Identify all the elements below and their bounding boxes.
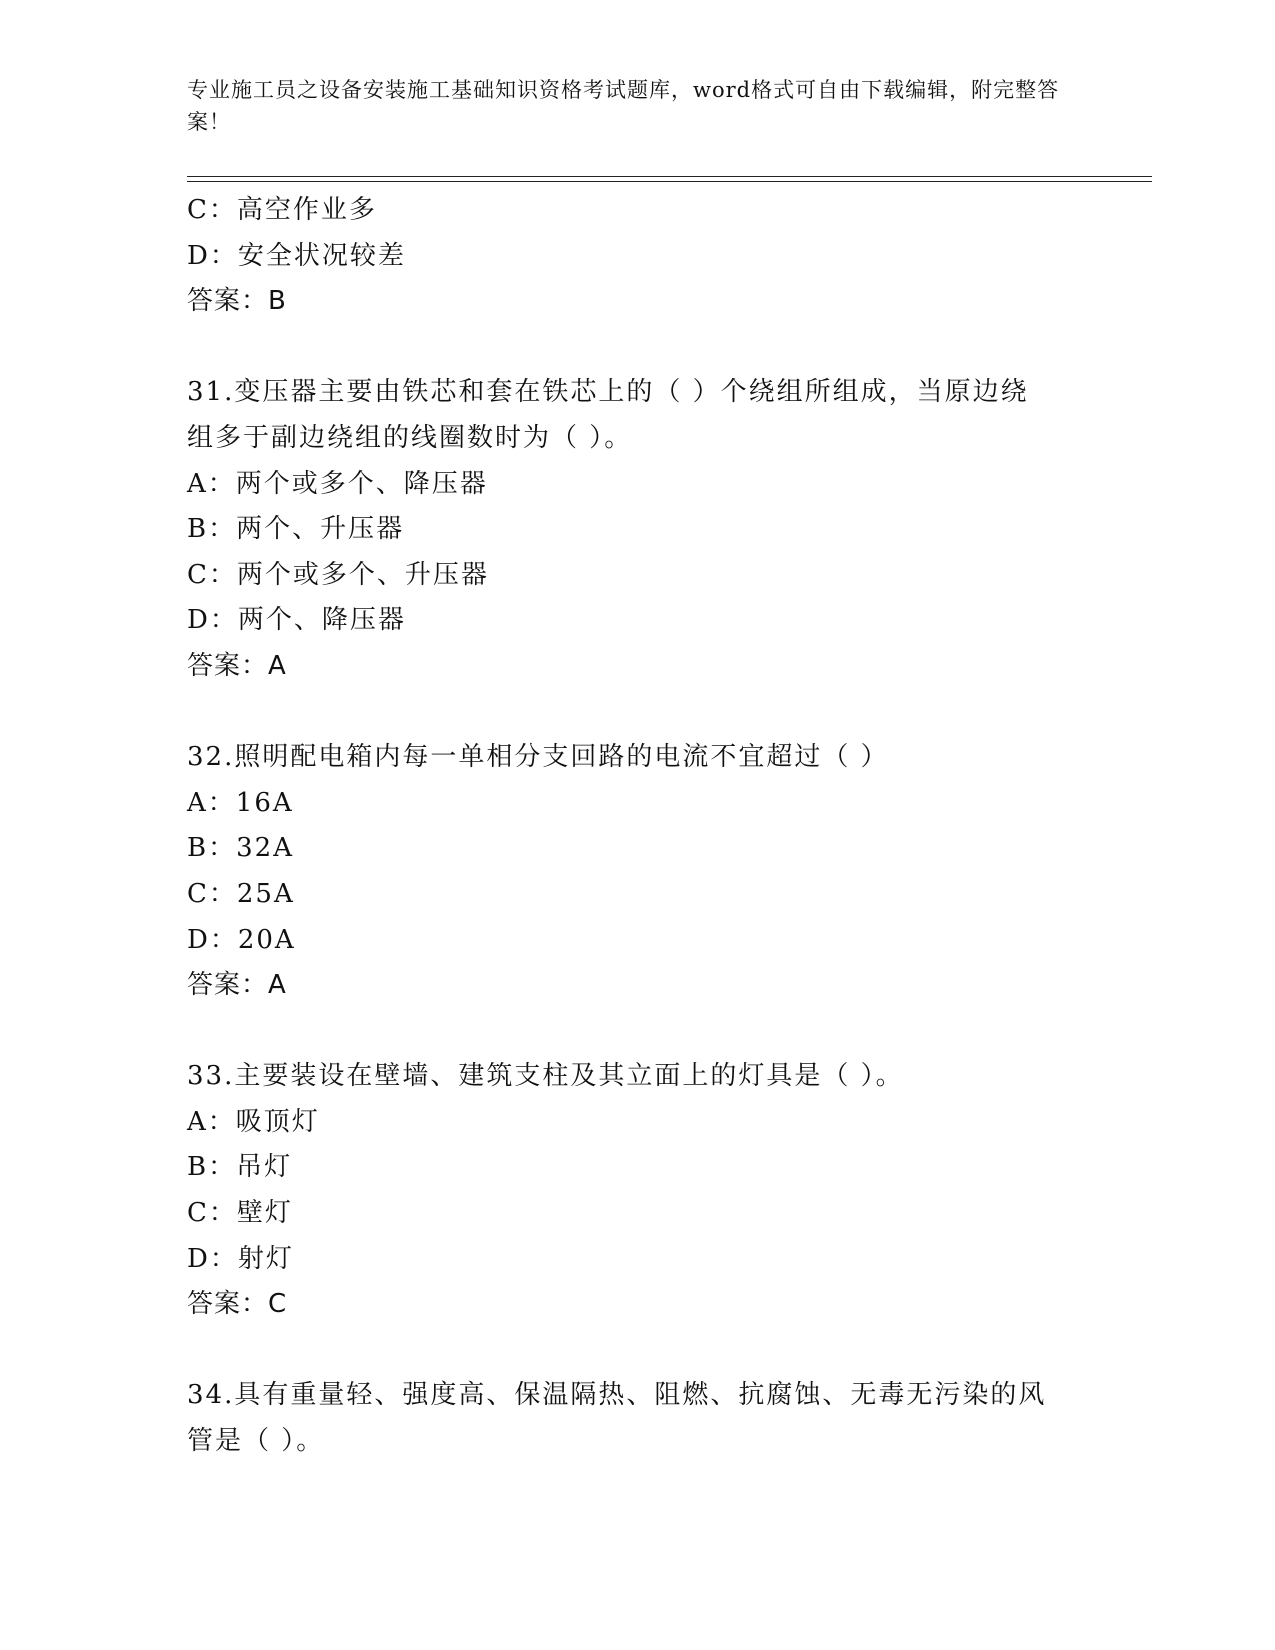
question-text-line-2: 管是（ ）。 [187,1426,325,1457]
answer: 答案：C [187,1289,288,1320]
option-d: D：两个、降压器 [187,605,406,636]
option-c: C：两个或多个、升压器 [187,559,489,590]
question-31 [187,370,1087,689]
option-d: D：20A [187,924,296,955]
question-34 [187,1373,1087,1464]
question-text-line-1: 31.变压器主要由铁芯和套在铁芯上的（ ）个绕组所组成，当原边绕 [187,377,1029,408]
spacer [187,1009,1087,1055]
option-b: B：32A [187,833,294,864]
previous-question-tail [187,188,1087,325]
header-rule-bottom [187,181,1152,182]
answer: 答案：A [187,650,287,681]
spacer [187,690,1087,736]
question-32 [187,735,1087,1009]
option-a: A：两个或多个、降压器 [187,468,488,499]
question-content [187,188,1087,1465]
option-d: D：安全状况较差 [187,240,406,271]
spacer [187,1328,1087,1374]
document-header [187,74,1067,138]
question-33 [187,1054,1087,1328]
question-text-line-1: 34.具有重量轻、强度高、保温隔热、阻燃、抗腐蚀、无毒无污染的风 [187,1380,1047,1411]
option-b: B：两个、升压器 [187,514,405,545]
option-b: B：吊灯 [187,1152,293,1183]
option-c: C：壁灯 [187,1198,293,1229]
question-text: 33.主要装设在壁墙、建筑支柱及其立面上的灯具是（ ）。 [187,1061,904,1092]
answer: 答案：B [187,286,287,317]
option-c: C：高空作业多 [187,195,377,225]
header-rule-top [187,176,1152,177]
answer: 答案：A [187,970,287,1001]
option-c: C：25A [187,878,295,909]
spacer [187,325,1087,371]
question-text: 32.照明配电箱内每一单相分支回路的电流不宜超过（ ） [187,742,889,773]
option-a: A：16A [187,787,294,818]
header-text: 专业施工员之设备安装施工基础知识资格考试题库，word格式可自由下载编辑，附完整答案！ [187,78,1060,134]
option-a: A：吸顶灯 [187,1106,320,1137]
option-d: D：射灯 [187,1243,294,1274]
question-text-line-2: 组多于副边绕组的线圈数时为（ ）。 [187,422,633,453]
